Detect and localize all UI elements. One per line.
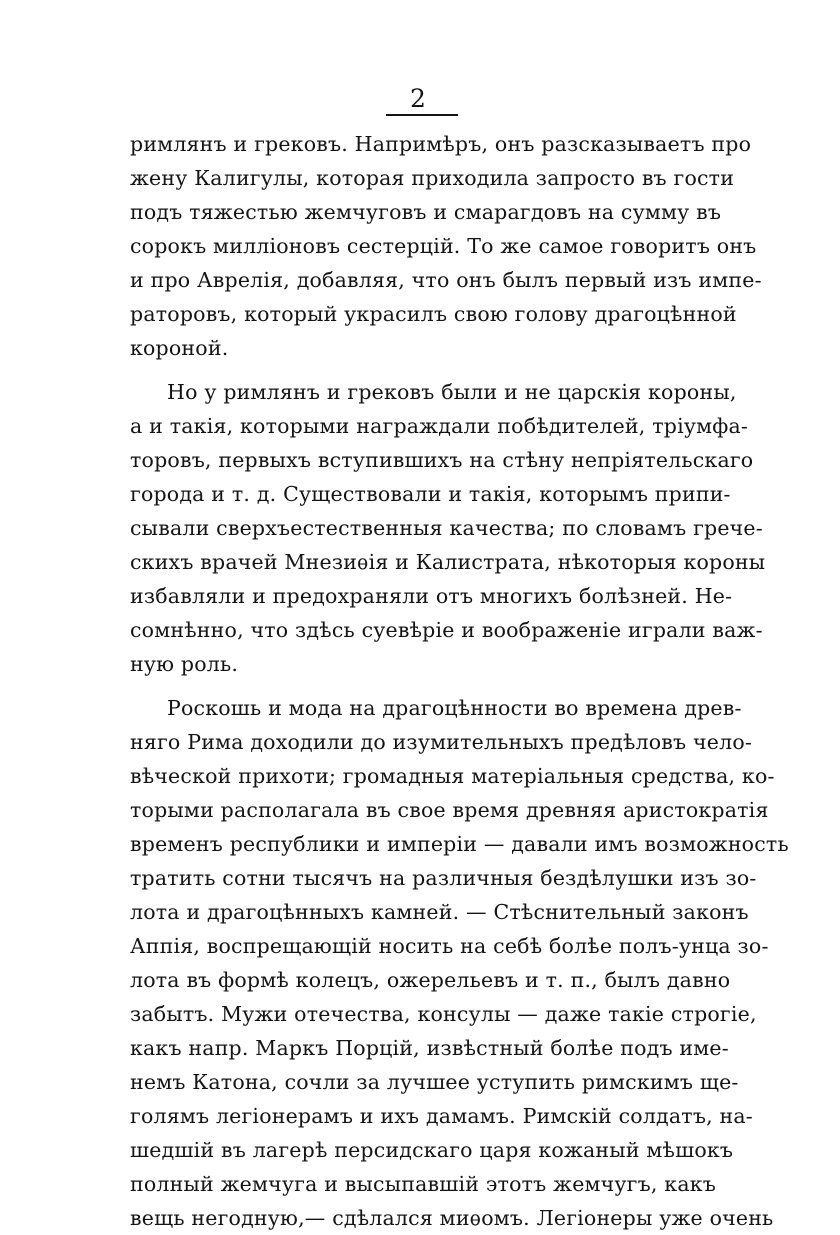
text-line: сывали сверхъестественныя качества; по словамъ грече- bbox=[130, 516, 763, 540]
text-line: римлянъ и грековъ. Напримѣръ, онъ разсказываетъ про bbox=[130, 132, 752, 156]
text-line: ную роль. bbox=[130, 652, 239, 676]
text-line: вѣческой прихоти; громадныя матеріальныя средства, ко- bbox=[130, 764, 775, 788]
text-line: забытъ. Мужи отечества, консулы — даже такіе строгіе, bbox=[130, 1002, 757, 1026]
text-line: а и такія, которыми награждали побѣдителей, тріумфа- bbox=[130, 414, 749, 438]
page-number: 2 bbox=[410, 84, 426, 113]
text-line: временъ республики и имперіи — давали имъ возможность bbox=[130, 832, 789, 856]
text-line: какъ напр. Маркъ Порцій, извѣстный болѣе подъ име- bbox=[130, 1036, 729, 1060]
text-line: сорокъ милліоновъ сестерцій. То же самое говоритъ онъ bbox=[130, 234, 757, 258]
text-line: торыми располагала въ свое время древняя аристократія bbox=[130, 798, 769, 822]
text-line: короной. bbox=[130, 336, 229, 360]
text-line: шедшій въ лагерѣ персидскаго царя кожаный мѣшокъ bbox=[130, 1138, 734, 1162]
text-line: скихъ врачей Мнезиѳія и Калистрата, нѣкоторыя короны bbox=[130, 550, 766, 574]
text-line: голямъ легіонерамъ и ихъ дамамъ. Римскій солдатъ, на- bbox=[130, 1104, 753, 1128]
paragraph bbox=[130, 375, 766, 681]
text-line: лота въ формѣ колецъ, ожерельевъ и т. п., былъ давно bbox=[130, 968, 731, 992]
text-line: города и т. д. Существовали и такія, которымъ припи- bbox=[130, 482, 731, 506]
text-line: лота и драгоцѣнныхъ камней. — Стѣснительный законъ bbox=[130, 900, 749, 924]
text-line: Аппія, воспрещающій носить на себѣ болѣе полъ-унца зо- bbox=[130, 934, 769, 958]
text-line: и про Аврелія, добавляя, что онъ былъ первый изъ импе- bbox=[130, 268, 762, 292]
paragraph bbox=[130, 691, 789, 1235]
page-number-rule bbox=[386, 114, 458, 116]
text-line: полный жемчуга и высыпавшій этотъ жемчугъ, какъ bbox=[130, 1172, 716, 1196]
body-text bbox=[130, 127, 789, 1235]
text-line: немъ Катона, сочли за лучшее уступить римскимъ ще- bbox=[130, 1070, 739, 1094]
text-line: няго Рима доходили до изумительныхъ предѣловъ чело- bbox=[130, 730, 752, 754]
text-line: тратить сотни тысячъ на различныя бездѣлушки изъ зо- bbox=[130, 866, 757, 890]
text-line: Но у римлянъ и грековъ были и не царскія короны, bbox=[167, 380, 737, 404]
text-line: сомнѣнно, что здѣсь суевѣріе и воображеніе играли важ- bbox=[130, 618, 763, 642]
text-line: подъ тяжестью жемчуговъ и смарагдовъ на сумму въ bbox=[130, 200, 722, 224]
text-line: Роскошь и мода на драгоцѣнности во времена древ- bbox=[167, 696, 742, 720]
text-line: жену Калигулы, которая приходила запросто въ гости bbox=[130, 166, 735, 190]
text-line: раторовъ, который украсилъ свою голову драгоцѣнной bbox=[130, 302, 737, 326]
text-line: торовъ, первыхъ вступившихъ на стѣну непріятельскаго bbox=[130, 448, 754, 472]
text-line: вещь негодную,— сдѣлался миѳомъ. Легіонеры уже очень bbox=[130, 1206, 774, 1230]
paragraph bbox=[130, 127, 762, 365]
text-line: избавляли и предохраняли отъ многихъ болѣзней. Не- bbox=[130, 584, 733, 608]
